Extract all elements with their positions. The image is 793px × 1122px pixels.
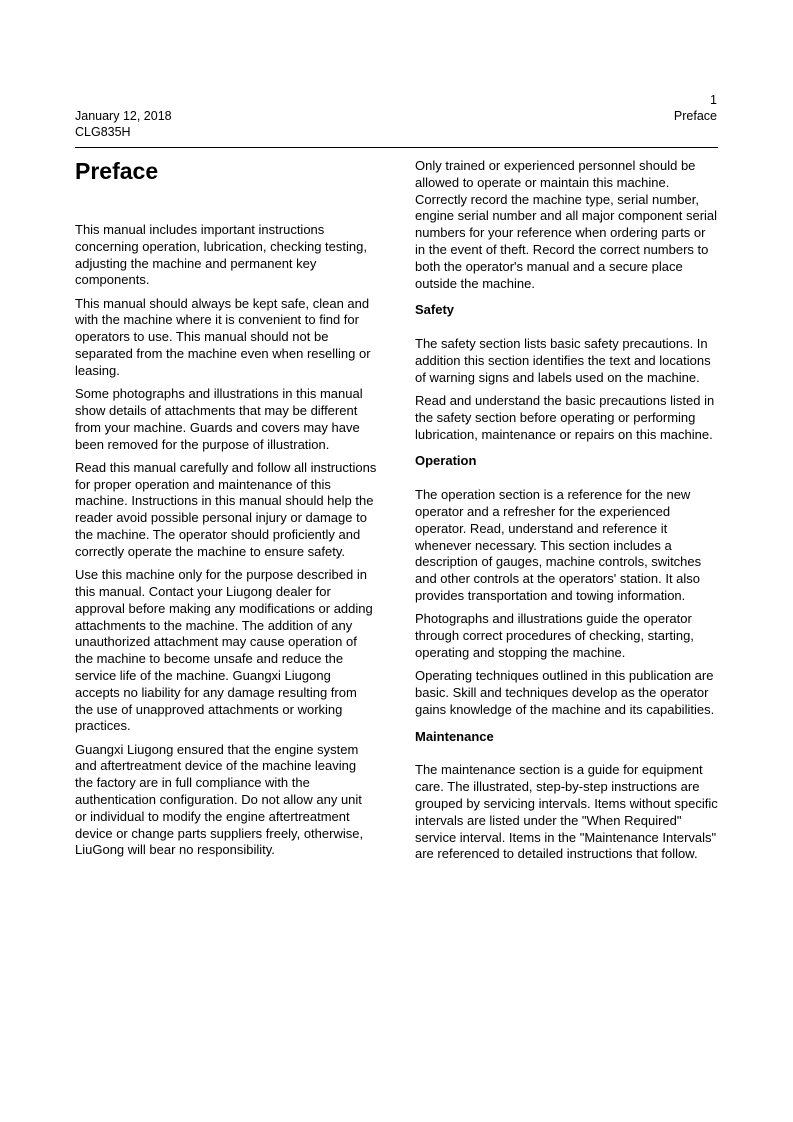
left-column [75, 158, 377, 866]
paragraph: This manual includes important instructions concerning operation, lubrication, checking testing, adjusting the machine and permanent key components. [75, 222, 367, 288]
paragraph: Photographs and illustrations guide the operator through correct procedures of checking, starting, operating and stopping the machine. [415, 611, 694, 660]
paragraph: Use this machine only for the purpose described in this manual. Contact your Liugong dealer for approval before making any modifications or adding attachments to the machine. The addition of any unauthorized attachment may cause operation of the machine to become unsafe and reduce the service life of the machine. Guangxi Liugong accepts no liability for any damage resulting from the use of unapproved attachments or working practices. [75, 567, 373, 734]
header-date: January 12, 2018 [75, 109, 172, 123]
paragraph: Guangxi Liugong ensured that the engine system and aftertreatment device of the machine leaving the factory are in full compliance with the authentication configuration. Do not allow any unit or individual to modify the engine aftertreatment device or change parts suppliers freely, otherwise, LiuGong will bear no responsibility. [75, 741, 364, 858]
page-header-right [674, 92, 717, 124]
paragraph: Read and understand the basic precautions listed in the safety section before operating or performing lubrication, maintenance or repairs on this machine. [415, 393, 715, 442]
paragraph: The safety section lists basic safety precautions. In addition this section identifies the text and locations of warning signs and labels used on the machine. [415, 336, 711, 385]
maintenance-heading: Maintenance [415, 728, 494, 744]
paragraph: Some photographs and illustrations in this manual show details of attachments that may be different from your machine. Guards and covers may have been removed for the purpose of illustration. [75, 386, 363, 452]
safety-heading: Safety [415, 302, 455, 318]
header-model: CLG835H [75, 125, 131, 139]
page-title: Preface [75, 158, 159, 184]
page-header-left [75, 108, 172, 140]
intro-paragraph: Only trained or experienced personnel should be allowed to operate or maintain this machine. Correctly record the machine type, serial number, engine serial number and all major component serial numbers for your reference when ordering parts or in the event of theft. Record the correct numbers to both the operator's manual and a secure place outside the machine. [415, 158, 718, 291]
header-divider [75, 147, 718, 148]
operation-heading: Operation [415, 453, 477, 469]
paragraph: Read this manual carefully and follow all instructions for proper operation and maintenance of this machine. Instructions in this manual should help the reader avoid possible personal injury or damage to the machine. The operator should proficiently and correctly operate the machine to ensure safety. [75, 459, 377, 559]
paragraph: The maintenance section is a guide for equipment care. The illustrated, step-by-step instructions are grouped by servicing intervals. Items without specific intervals are listed under the "When Required" service interval. Items in the "Maintenance Intervals" are referenced to detailed instructions that follow. [415, 762, 718, 862]
right-column [415, 158, 718, 870]
header-section: Preface [673, 109, 717, 123]
paragraph: Operating techniques outlined in this publication are basic. Skill and techniques develop as the operator gains knowledge of the machine and its capabilities. [415, 668, 715, 717]
paragraph: This manual should always be kept safe, clean and with the machine where it is convenient to find for operators to use. This manual should not be separated from the machine even when reselling or leasing. [75, 295, 371, 378]
header-page-number: 1 [710, 93, 717, 107]
paragraph: The operation section is a reference for the new operator and a refresher for the experienced operator. Read, understand and reference it whenever necessary. This section includes a description of gauges, machine controls, switches and other controls at the operators' station. It also provides transportation and towing information. [415, 487, 702, 604]
